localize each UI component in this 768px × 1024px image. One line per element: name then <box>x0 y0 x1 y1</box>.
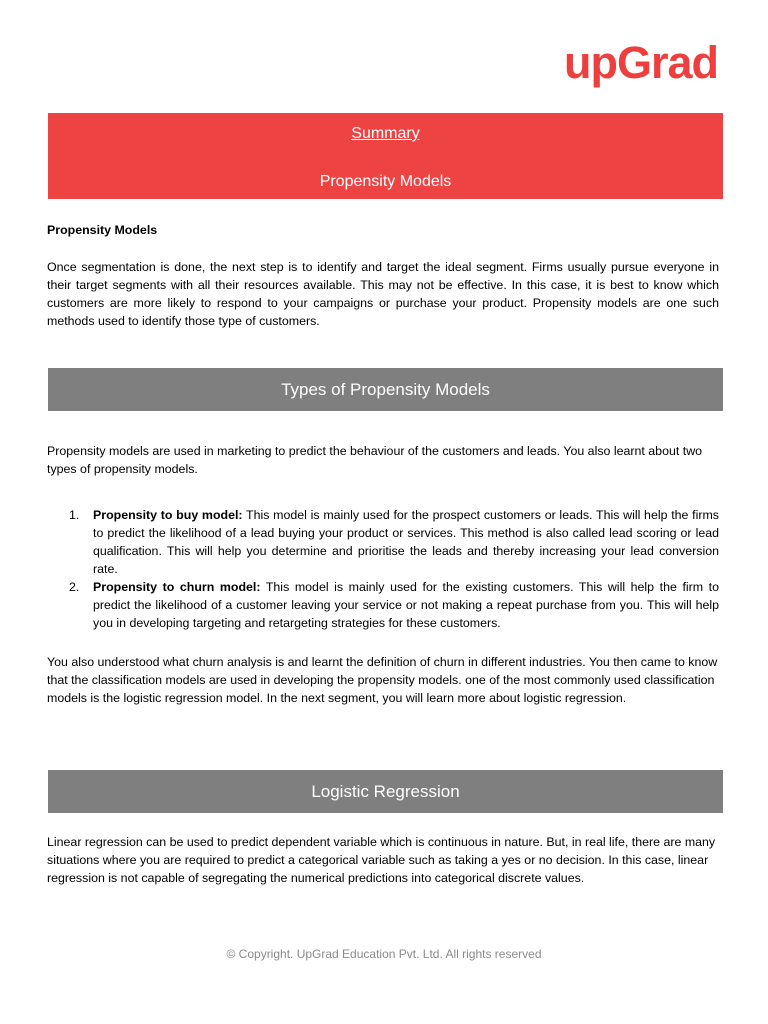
list-item-text: This model is mainly used for the existing customers. This will help the firm to predict the likelihood of a customer leaving your service or not making a repeat purchase from you. This will help you in developing targeting and retargeting strategies for these customers. <box>93 580 720 630</box>
list-item-title: Propensity to buy model: <box>93 508 243 522</box>
propensity-types-list <box>47 506 719 632</box>
list-number: 2. <box>69 580 80 594</box>
list-item-text: This model is mainly used for the prospect customers or leads. This will help the firms to predict the likelihood of a lead buying your product or services. This method is also called lead scoring or lead qualification. This will help you determine and prioritise the leads and thereby increasing your lead conversion rate. <box>93 508 719 576</box>
churn-summary-paragraph: You also understood what churn analysis is and learnt the definition of churn in different industries. You then came to know that the classification models are used in developing the propensity models. one of the most commonly used classification models is the logistic regression model. In the next segment, you will learn more about logistic regression. <box>47 655 718 705</box>
section-heading-propensity-models: Propensity Models <box>47 223 158 237</box>
logistic-regression-paragraph: Linear regression can be used to predict dependent variable which is continuous in nature. But, in real life, there are many situations where you are required to predict a categorical variable such as taking a yes or no decision. In this case, linear regression is not capable of segregating the numerical predictions into categorical discrete values. <box>47 835 716 885</box>
list-item <box>47 578 719 632</box>
list-number: 1. <box>69 508 80 522</box>
copyright-footer: © Copyright. UpGrad Education Pvt. Ltd. All rights reserved <box>226 947 542 961</box>
types-banner: Types of Propensity Models <box>48 368 723 411</box>
list-item <box>47 506 719 578</box>
upgrad-logo: upGrad <box>563 37 718 88</box>
summary-title: Summary <box>351 125 420 142</box>
summary-banner <box>48 113 723 199</box>
propensity-intro-paragraph: Once segmentation is done, the next step is to identify and target the ideal segment. Firms usually pursue everyone in their target segments with all their resources available. This may not be effective. In this case, it is best to know which customers are more likely to respond to your campaigns or purchase your product. Propensity models are one such methods used to identify those type of customers. <box>47 260 719 328</box>
banner-subtitle: Propensity Models <box>319 173 452 190</box>
list-item-title: Propensity to churn model: <box>93 580 261 594</box>
logistic-regression-banner: Logistic Regression <box>48 770 723 813</box>
types-intro-paragraph: Propensity models are used in marketing to predict the behaviour of the customers and leads. You also learnt about two types of propensity models. <box>47 444 703 476</box>
